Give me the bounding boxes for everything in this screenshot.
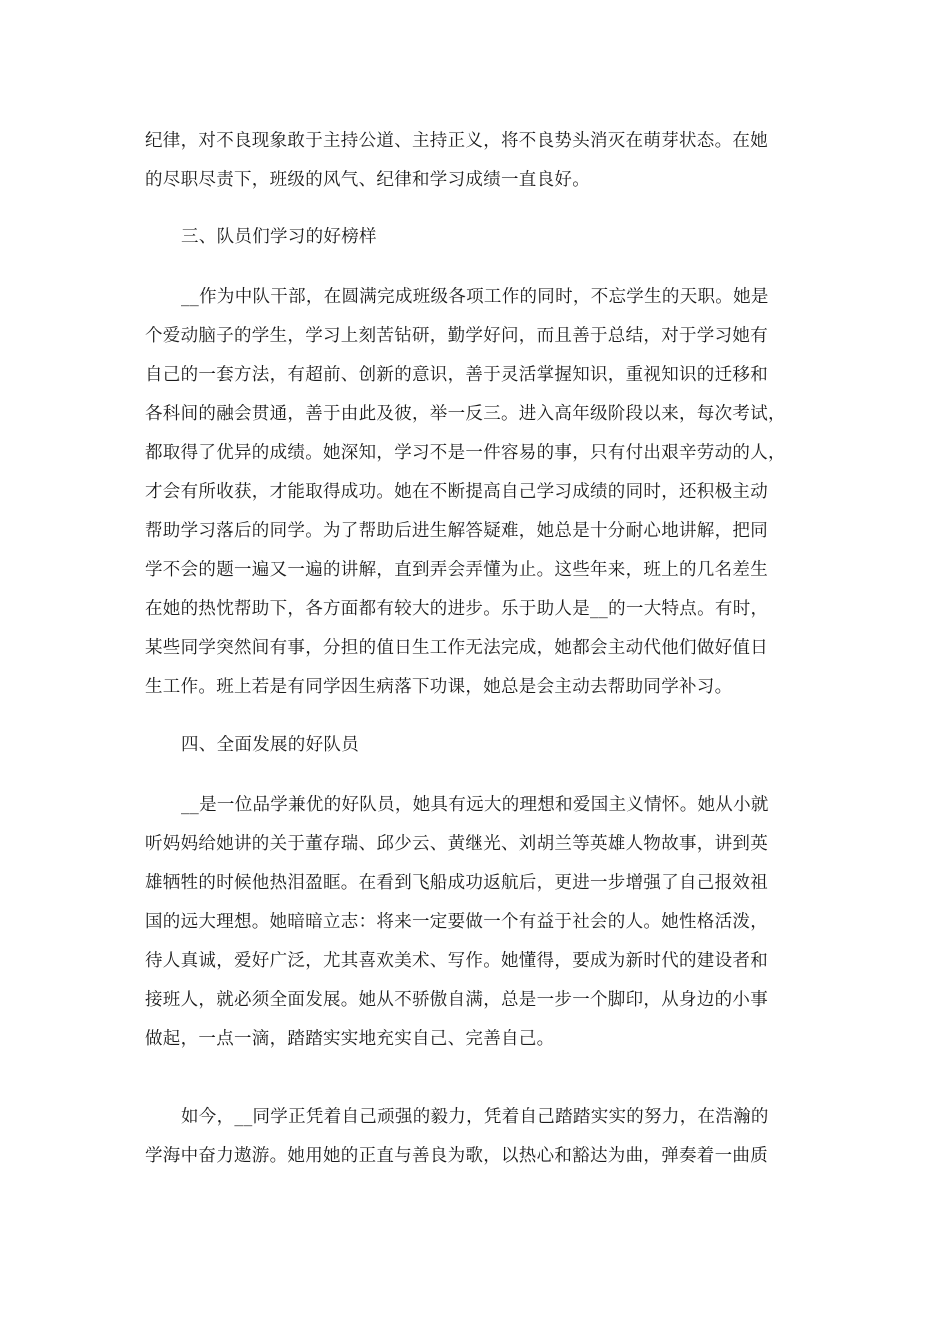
section-heading-4: [145, 726, 807, 765]
text-line: 各科间的融会贯通，善于由此及彼，举一反三。进入高年级阶段以来，每次考试，: [145, 404, 786, 424]
text-line: 生工作。班上若是有同学因生病落下功课，她总是会主动去帮助同学补习。: [145, 677, 733, 697]
text-line: 才会有所收获，才能取得成功。她在不断提高自己学习成绩的同时，还积极主动: [145, 482, 768, 502]
text-line: 学不会的题一遍又一遍的讲解，直到弄会弄懂为止。这些年来，班上的几名差生: [145, 560, 768, 580]
heading-text: 三、队员们学习的好榜样: [181, 227, 377, 247]
text-line: __作为中队干部，在圆满完成班级各项工作的同时，不忘学生的天职。她是: [181, 287, 769, 307]
text-line: __是一位品学兼优的好队员，她具有远大的理想和爱国主义情怀。她从小就: [181, 795, 769, 815]
text-line: 自己的一套方法，有超前、创新的意识，善于灵活掌握知识，重视知识的迁移和: [145, 365, 768, 385]
paragraph-discipline-continuation: [145, 122, 807, 200]
text-line: 待人真诚，爱好广泛，尤其喜欢美术、写作。她懂得，要成为新时代的建设者和: [145, 951, 768, 971]
section-heading-3: [145, 218, 807, 257]
text-line: 帮助学习落后的同学。为了帮助后进生解答疑难，她总是十分耐心地讲解，把同: [145, 521, 768, 541]
text-line: 国的远大理想。她暗暗立志：将来一定要做一个有益于社会的人。她性格活泼，: [145, 912, 768, 932]
text-line: 做起，一点一滴，踏踏实实地充实自己、完善自己。: [145, 1029, 555, 1049]
text-line: 在她的热忱帮助下，各方面都有较大的进步。乐于助人是__的一大特点。有时，: [145, 599, 769, 619]
heading-text: 四、全面发展的好队员: [181, 735, 359, 755]
text-line: 听妈妈给她讲的关于董存瑞、邱少云、黄继光、刘胡兰等英雄人物故事，讲到英: [145, 834, 768, 854]
text-line: 如今，__同学正凭着自己顽强的毅力，凭着自己踏踏实实的努力，在浩瀚的: [181, 1107, 769, 1127]
paragraph-all-round-development: [145, 786, 807, 1059]
paragraph-study-role-model: [145, 278, 807, 707]
text-line: 学海中奋力遨游。她用她的正直与善良为歌，以热心和豁达为曲，弹奏着一曲质: [145, 1146, 768, 1166]
paragraph-conclusion: [145, 1098, 807, 1176]
text-line: 某些同学突然间有事，分担的值日生工作无法完成，她都会主动代他们做好值日: [145, 638, 768, 658]
text-line: 纪律，对不良现象敢于主持公道、主持正义，将不良势头消灭在萌芽状态。在她: [145, 131, 768, 151]
text-line: 个爱动脑子的学生，学习上刻苦钻研，勤学好问，而且善于总结，对于学习她有: [145, 326, 768, 346]
text-line: 的尽职尽责下，班级的风气、纪律和学习成绩一直良好。: [145, 170, 590, 190]
text-line: 都取得了优异的成绩。她深知，学习不是一件容易的事，只有付出艰辛劳动的人，: [145, 443, 786, 463]
text-line: 雄牺牲的时候他热泪盈眶。在看到飞船成功返航后，更进一步增强了自己报效祖: [145, 873, 768, 893]
text-line: 接班人，就必须全面发展。她从不骄傲自满，总是一步一个脚印，从身边的小事: [145, 990, 768, 1010]
